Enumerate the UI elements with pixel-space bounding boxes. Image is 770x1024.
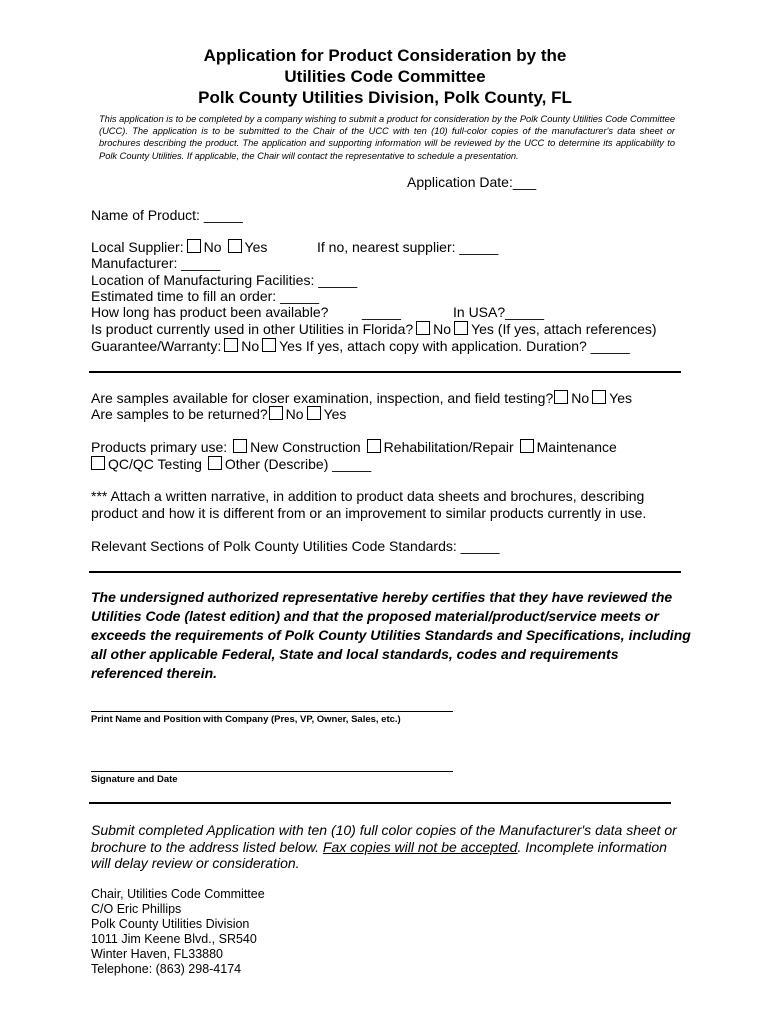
florida-usage-label: Is product currently used in other Utilities in Florida? — [91, 321, 414, 337]
local-supplier-yes-checkbox[interactable] — [228, 239, 242, 253]
other-describe-field[interactable]: Other (Describe) _____ — [224, 456, 372, 472]
signature-line[interactable] — [91, 771, 453, 772]
nearest-supplier-field[interactable]: If no, nearest supplier: _____ — [317, 239, 499, 255]
florida-yes-label: Yes (If yes, attach references) — [471, 321, 657, 337]
samples-returned-yes-label: Yes — [323, 406, 347, 422]
local-supplier-no-label: No — [203, 239, 222, 255]
narrative-line-1: *** Attach a written narrative, in addition to product data sheets and brochures, describing — [91, 488, 645, 504]
page-title-line-1: Application for Product Consideration by the — [203, 46, 567, 65]
local-supplier-label: Local Supplier: — [91, 239, 184, 255]
address-line-4: 1011 Jim Keene Blvd., SR540 — [91, 932, 257, 946]
name-of-product-field[interactable]: Name of Product: _____ — [91, 207, 243, 223]
page-title-line-2: Utilities Code Committee — [284, 67, 486, 86]
new-construction-label: New Construction — [250, 439, 361, 455]
submit-text-part-1: Submit completed Application with ten (10) full color copies of the Manufacturer's data sheet or brochure to the address listed below. — [91, 822, 677, 855]
samples-returned-row — [91, 406, 346, 423]
address-line-2: C/O Eric Phillips — [91, 902, 182, 916]
print-name-line[interactable] — [91, 711, 453, 712]
signature-label: Signature and Date — [91, 774, 178, 785]
samples-available-yes-checkbox[interactable] — [592, 390, 606, 404]
manufacturer-field[interactable]: Manufacturer: _____ — [91, 255, 221, 271]
other-checkbox[interactable] — [208, 456, 222, 470]
guarantee-row — [91, 338, 630, 355]
rehabilitation-checkbox[interactable] — [367, 439, 381, 453]
guarantee-yes-checkbox[interactable] — [262, 338, 276, 352]
submit-text-part-2: . Incomplete information will delay review or consideration. — [91, 838, 667, 871]
time-to-fill-field[interactable]: Estimated time to fill an order: _____ — [91, 288, 320, 304]
samples-returned-no-label: No — [285, 406, 304, 422]
section-divider-1 — [89, 371, 681, 373]
samples-available-no-checkbox[interactable] — [554, 390, 568, 404]
address-line-5: Winter Haven, FL33880 — [91, 947, 224, 961]
local-supplier-no-checkbox[interactable] — [187, 239, 201, 253]
samples-returned-label: Are samples to be returned? — [91, 406, 268, 422]
address-line-1: Chair, Utilities Code Committee — [91, 887, 265, 901]
samples-available-row — [91, 390, 632, 407]
guarantee-label: Guarantee/Warranty: — [91, 338, 222, 354]
guarantee-duration-text: Yes If yes, attach copy with application. Duration? _____ — [279, 338, 630, 354]
intro-paragraph: This application is to be completed by a company wishing to submit a product for consideration by the Polk County Utilities Code Committee (UCC). The application is to be submitted to the Chair of the UCC with ten (10) full-color copies of the manufacturer's data sheet or brochures describing the product. The application and supporting information will be reviewed by the UCC to determine its applicability to Polk County Utilities. If applicable, the Chair will contact the representative to schedule a presentation. — [99, 114, 675, 161]
relevant-sections-field[interactable]: Relevant Sections of Polk County Utilities Code Standards: _____ — [91, 538, 500, 554]
section-divider-3 — [89, 802, 671, 804]
local-supplier-row — [91, 239, 267, 256]
samples-available-yes-label: Yes — [609, 390, 633, 406]
samples-returned-yes-checkbox[interactable] — [307, 406, 321, 420]
how-long-label: How long has product been available? — [91, 304, 329, 320]
how-long-field[interactable]: _____ — [362, 304, 401, 320]
guarantee-no-label: No — [241, 338, 260, 354]
maintenance-label: Maintenance — [536, 439, 617, 455]
print-name-label: Print Name and Position with Company (Pres, VP, Owner, Sales, etc.) — [91, 714, 401, 725]
maintenance-checkbox[interactable] — [520, 439, 534, 453]
narrative-line-2: product and how it is different from or an improvement to similar products currently in use. — [91, 505, 647, 521]
section-divider-2 — [89, 571, 681, 573]
certification-statement: The undersigned authorized representative hereby certifies that they have reviewed the Utilities Code (latest edition) and that the proposed material/product/service meets or exceeds the requirements of Polk County Utilities Standards and Specifications, including all other applicable Federal, State and local standards, codes and requirements referenced therein. — [91, 589, 691, 681]
local-supplier-yes-label: Yes — [244, 239, 268, 255]
rehabilitation-label: Rehabilitation/Repair — [383, 439, 514, 455]
application-date-field[interactable]: Application Date:___ — [407, 174, 537, 190]
in-usa-field[interactable]: In USA?_____ — [453, 304, 545, 320]
qc-testing-checkbox[interactable] — [91, 456, 105, 470]
florida-no-label: No — [433, 321, 452, 337]
manufacturing-location-field[interactable]: Location of Manufacturing Facilities: _____ — [91, 272, 358, 288]
primary-use-row-2 — [89, 456, 371, 473]
samples-available-label: Are samples available for closer examination, inspection, and field testing? — [91, 390, 554, 406]
florida-no-checkbox[interactable] — [416, 321, 430, 335]
florida-yes-checkbox[interactable] — [454, 321, 468, 335]
primary-use-label: Products primary use: — [91, 439, 228, 455]
address-phone: Telephone: (863) 298-4174 — [91, 962, 242, 976]
submit-instructions — [91, 822, 681, 872]
primary-use-row — [91, 439, 617, 456]
florida-usage-row — [91, 321, 657, 338]
address-line-3: Polk County Utilities Division — [91, 917, 250, 931]
guarantee-no-checkbox[interactable] — [224, 338, 238, 352]
samples-returned-no-checkbox[interactable] — [269, 406, 283, 420]
qc-testing-label: QC/QC Testing — [108, 456, 202, 472]
samples-available-no-label: No — [571, 390, 590, 406]
new-construction-checkbox[interactable] — [233, 439, 247, 453]
page-title-line-3: Polk County Utilities Division, Polk County, FL — [198, 88, 572, 107]
fax-warning: Fax copies will not be accepted — [322, 838, 518, 855]
